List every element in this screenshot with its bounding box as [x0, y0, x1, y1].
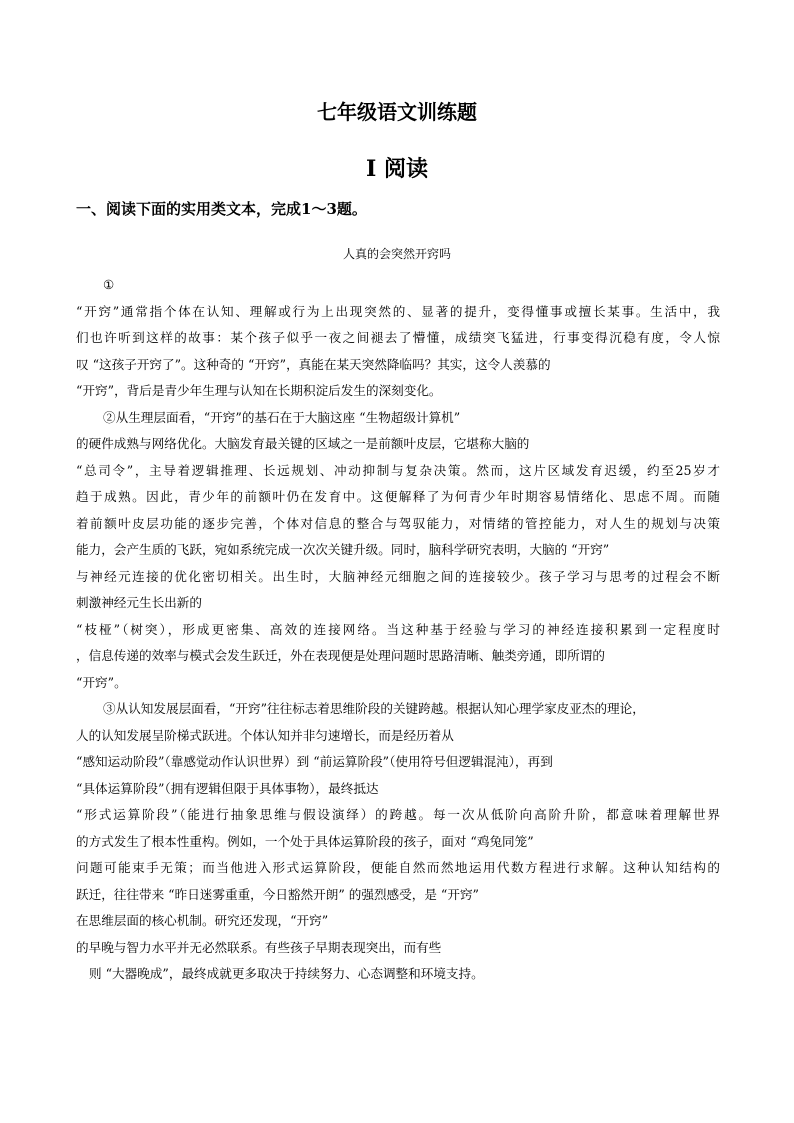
text-line: 跃迁，往往带来 “昨日迷雾重重，今日豁然开朗” 的强烈感受，是 “开窍” [76, 886, 479, 902]
paragraph-marker: ① [103, 277, 115, 292]
text-line: “开窍”通常指个体在认知、理解或行为上出现突然的、显著的提升，变得懂事或擅长某事。生活中，我 [76, 303, 720, 319]
section-heading: Ⅰ 阅读 [366, 156, 428, 182]
text-line: 与神经元连接的优化密切相关。出生时，大脑神经元细胞之间的连接较少。孩子学习与思考的过程会不断 [76, 568, 720, 584]
text-line: 的早晚与智力水平并无必然联系。有些孩子早期表现突出，而有些 [76, 939, 442, 955]
text-line: 刺激神经元生长出新的 [76, 595, 202, 610]
text-line: “感知运动阶段”（靠感觉动作认识世界）到 “前运算阶段”（使用符号但逻辑混沌），再到 [76, 754, 553, 769]
text-line: “具体运算阶段”（拥有逻辑但限于具体事物），最终抵达 [76, 780, 379, 796]
text-line: 着前额叶皮层功能的逐步完善，个体对信息的整合与驾驭能力，对情绪的管控能力，对人生的规划与决策 [76, 515, 720, 531]
text-line: 趋于成熟。因此，青少年的前额叶仍在发育中。这便解释了为何青少年时期容易情绪化、思虑不周。而随 [76, 489, 720, 504]
text-line: “形式运算阶段”（能进行抽象思维与假设演绎）的跨越。每一次从低阶向高阶升阶，都意味着理解世界 [76, 807, 720, 822]
text-line: “开窍”。 [76, 674, 127, 690]
text-line: “枝桠”（树突），形成更密集、高效的连接网络。当这种基于经验与学习的神经连接积累到一定程度时 [76, 621, 720, 637]
text-line: ，信息传递的效率与模式会发生跃迁，外在表现便是处理问题时思路清晰、触类旁通，即所谓的 [76, 648, 605, 663]
text-line: 人的认知发展呈阶梯式跃进。个体认知并非匀速增长，而是经历着从 [76, 727, 454, 743]
text-line: 在思维层面的核心机制。研究还发现，“开窍” [76, 913, 329, 928]
text-line: 们也许听到这样的故事：某个孩子似乎一夜之间褪去了懵懂，成绩突飞猛进，行事变得沉稳有度，令人惊 [76, 330, 720, 345]
text-line: 问题可能束手无策；而当他进入形式运算阶段，便能自然而然地运用代数方程进行求解。这种认知结构的 [76, 860, 720, 875]
article-body [76, 272, 720, 988]
document-title: 七年级语文训练题 [317, 100, 477, 124]
text-line: 的方式发生了根本性重构。例如，一个处于具体运算阶段的孩子，面对 “鸡兔同笼” [76, 833, 534, 849]
text-line: “开窍”，背后是青少年生理与认知在长期积淀后发生的深刻变化。 [76, 383, 442, 398]
article-title: 人真的会突然开窍吗 [342, 247, 451, 261]
text-line: 能力，会产生质的飞跃，宛如系统完成一次次关键升级。同时，脑科学研究表明，大脑的 “开窍” [76, 542, 610, 557]
text-line: 叹 “这孩子开窍了”。这种奇的 “开窍”，真能在某天突然降临吗？其实，这令人羡慕的 [76, 356, 551, 372]
text-line: 的硬件成熟与网络优化。大脑发育最关键的区域之一是前额叶皮层，它堪称大脑的 [76, 436, 530, 451]
text-line: ②从生理层面看，“开窍”的基石在于大脑这座 “生物超级计算机” [103, 409, 461, 425]
text-line: “总司令”，主导着逻辑推理、长远规划、冲动抑制与复杂决策。然而，这片区域发育迟缓，约至25岁才 [76, 462, 720, 478]
text-line: ③从认知发展层面看，“开窍”往往标志着思维阶段的关键跨越。根据认知心理学家皮亚杰的理论， [103, 701, 645, 716]
question-prompt: 一、阅读下面的实用类文本，完成1～3题。 [76, 200, 367, 218]
text-line: 则 “大器晚成”，最终成就更多取决于持续努力、心态调整和环境支持。 [89, 966, 484, 981]
